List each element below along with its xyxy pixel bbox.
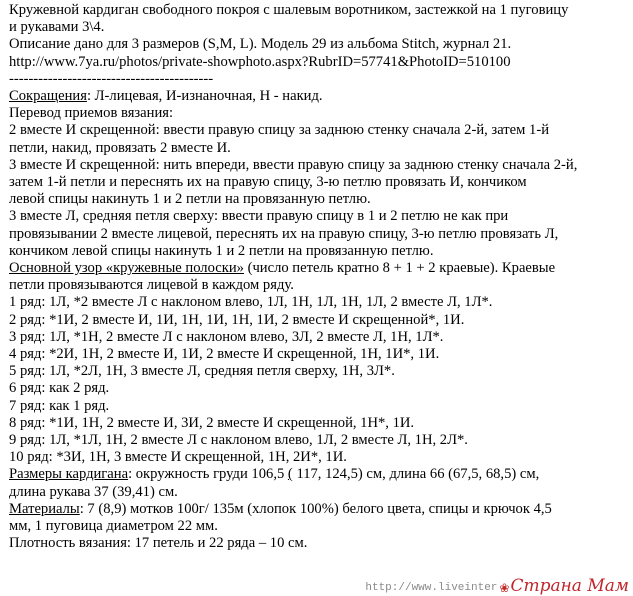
sizes-line-2: длина рукава 37 (39,41) см. [9, 483, 178, 500]
source-url[interactable]: http://www.7ya.ru/photos/private-showphoto.aspx?RubrID=57741&PhotoID=510100 [9, 53, 511, 70]
technique-line: провязывании 2 вместе лицевой, переснять их на правую спицу, 3-ю петлю провязать Л, [9, 225, 559, 242]
title-line-2: и рукавами 3\4. [9, 19, 105, 36]
pattern-row: 5 ряд: 1Л, *2Л, 1Н, 3 вместе Л, средняя петля сверху, 1Н, 3Л*. [9, 363, 395, 380]
materials-text: : 7 (8,9) мотков 100г/ 135м (хлопок 100%) белого цвета, спицы и крючок 4,5 [79, 500, 552, 517]
pattern-text: (число петель кратно 8 + 1 + 2 краевые). Краевые [243, 260, 556, 277]
pattern-row: 3 ряд: 1Л, *1Н, 2 вместе Л с наклоном влево, 3Л, 2 вместе Л, 1Н, 1Л*. [9, 328, 444, 345]
technique-line: левой спицы накинуть 1 и 2 петли на провязанную петлю. [9, 191, 371, 208]
pattern-rows [9, 294, 629, 466]
pattern-row: 7 ряд: как 1 ряд. [9, 397, 110, 414]
technique-line: 2 вместе И скрещенной: ввести правую спицу за заднюю стенку сначала 2-й, затем 1-й [9, 122, 550, 139]
technique-line: 3 вместе И скрещенной: нить впереди, ввести правую спицу за заднюю стенку сначала 2-й, [9, 156, 578, 173]
technique-item [9, 122, 629, 156]
document [9, 2, 629, 553]
technique-line: кончиком левой спицы накинуть 1 и 2 петли на провязанную петлю. [9, 242, 434, 259]
heart-icon: ❀ [499, 581, 510, 595]
technique-item [9, 208, 629, 260]
pattern-row: 1 ряд: 1Л, *2 вместе Л с наклоном влево, 1Л, 1Н, 1Л, 1Н, 1Л, 2 вместе Л, 1Л*. [9, 294, 493, 311]
technique-line: петли, накид, провязать 2 вместе И. [9, 139, 231, 156]
watermark-brand: Страна Мам [510, 576, 629, 596]
abbreviations [9, 88, 629, 105]
materials-label: Материалы [9, 500, 80, 517]
description-line: Описание дано для 3 размеров (S,M, L). Модель 29 из альбома Stitch, журнал 21. [9, 36, 512, 53]
pattern-label: Основной узор «кружевные полоски» [9, 260, 244, 277]
pattern-row: 4 ряд: *2И, 1Н, 2 вместе И, 1И, 2 вместе И скрещенной, 1Н, 1И*, 1И. [9, 346, 440, 363]
title-line-1: Кружевной кардиган свободного покроя с шалевым воротником, застежкой на 1 пуговицу [9, 2, 569, 18]
sizes-paren: ( [287, 466, 293, 483]
materials [9, 501, 629, 518]
sizes-text-a: : окружность груди 106,5 [128, 466, 288, 483]
pattern-intro [9, 260, 629, 277]
pattern-text-2: петли провязываются лицевой в каждом ряду. [9, 277, 294, 294]
sizes-text-c: 117, 124,5) см, длина 66 (67,5, 68,5) см, [292, 466, 540, 483]
materials-line-2: мм, 1 пуговица диаметром 22 мм. [9, 518, 218, 535]
technique-item [9, 157, 629, 209]
sizes-label: Размеры кардигана [9, 466, 129, 483]
divider: ------------------------------------------ [9, 70, 214, 87]
technique-line: затем 1-й петли и переснять их на правую спицу, 3-ю петлю провязать И, кончиком [9, 174, 527, 191]
pattern-row: 2 ряд: *1И, 2 вместе И, 1И, 1Н, 1И, 1Н, 1И, 2 вместе И скрещенной*, 1И. [9, 311, 465, 328]
techniques-heading: Перевод приемов вязания: [9, 105, 174, 122]
abbreviations-label: Сокращения [9, 88, 87, 105]
pattern-row: 8 ряд: *1И, 1Н, 2 вместе И, 3И, 2 вместе И скрещенной, 1Н*, 1И. [9, 414, 415, 431]
pattern-row: 9 ряд: 1Л, *1Л, 1Н, 2 вместе Л с наклоном влево, 1Л, 2 вместе Л, 1Н, 2Л*. [9, 432, 468, 449]
pattern-row: 10 ряд: *3И, 1Н, 3 вместе И скрещенной, 1Н, 2И*, 1И. [9, 449, 347, 466]
watermark [365, 575, 629, 595]
gauge: Плотность вязания: 17 петель и 22 ряда – 10 см. [9, 535, 308, 552]
abbreviations-text: : Л-лицевая, И-изнаночная, Н - накид. [86, 88, 323, 105]
sizes [9, 466, 629, 483]
pattern-row: 6 ряд: как 2 ряд. [9, 380, 110, 397]
watermark-url: http://www.liveinter [365, 582, 498, 594]
technique-line: 3 вместе Л, средняя петля сверху: ввести правую спицу в 1 и 2 петлю не как при [9, 208, 509, 225]
